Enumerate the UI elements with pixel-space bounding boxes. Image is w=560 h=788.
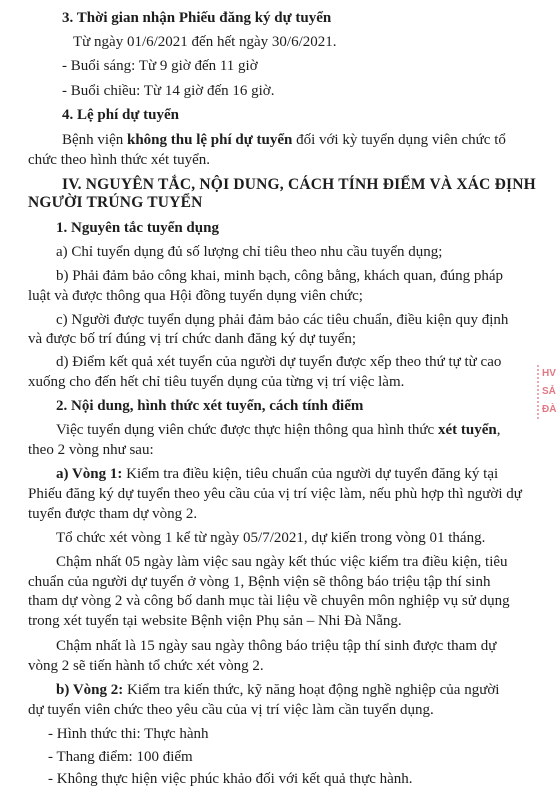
deadline-paragraph-line-1: Chậm nhất 05 ngày làm việc sau ngày kết thúc việc kiểm tra điều kiện, tiêu — [56, 554, 508, 570]
subsection-1-heading: 1. Nguyên tắc tuyển dụng — [56, 220, 219, 236]
principle-b-line-1: b) Phải đảm bảo công khai, minh bạch, công bằng, khách quan, đúng pháp — [56, 268, 503, 284]
round-1-organization: Tổ chức xét vòng 1 kể từ ngày 05/7/2021, dự kiến trong vòng 01 tháng. — [56, 530, 486, 546]
recruitment-intro-line-2: theo 2 vòng như sau: — [28, 442, 154, 458]
principle-d-line-2: xuống cho đến hết chỉ tiêu tuyển dụng của từng vị trí việc làm. — [28, 374, 405, 390]
intro-text-post: , — [496, 422, 501, 438]
round-2-line-2: dự tuyển viên chức theo yêu cầu của vị trí việc làm cần tuyển dụng. — [28, 702, 434, 718]
subsection-2-heading: 2. Nội dung, hình thức xét tuyển, cách tính điểm — [56, 398, 364, 414]
round-1-line-1 — [56, 465, 498, 483]
section-3-heading: 3. Thời gian nhận Phiếu đăng ký dự tuyển — [62, 10, 332, 26]
principle-c-line-1: c) Người được tuyển dụng phải đảm bảo các tiêu chuẩn, điều kiện quy định — [56, 312, 509, 328]
round-2-schedule-line-1: Chậm nhất là 15 ngày sau ngày thông báo triệu tập thí sinh được tham dự — [56, 638, 497, 654]
intro-text-bold: xét tuyển — [437, 422, 497, 438]
fee-text-pre: Bệnh viện — [62, 132, 127, 148]
stamp-text-3: ĐÀ — [542, 404, 557, 415]
fee-paragraph-line-1 — [62, 131, 506, 149]
round-2-schedule-line-2: vòng 2 sẽ tiến hành tổ chức xét vòng 2. — [28, 658, 264, 674]
intro-text-pre: Việc tuyển dụng viên chức được thực hiện thông qua hình thức — [56, 422, 438, 438]
round-1-line-3: tuyển được tham dự vòng 2. — [28, 506, 198, 522]
stamp-text-2: SẢ — [542, 386, 556, 397]
morning-hours: - Buổi sáng: Từ 9 giờ đến 11 giờ — [62, 58, 258, 74]
round-1-text: Kiểm tra điều kiện, tiêu chuẩn của người dự tuyển đăng ký tại — [122, 466, 499, 482]
score-scale: - Thang điểm: 100 điểm — [48, 749, 193, 765]
fee-text-bold: không thu lệ phí dự tuyển — [127, 132, 293, 148]
exam-form: - Hình thức thi: Thực hành — [48, 726, 209, 742]
recruitment-intro-line-1 — [56, 421, 500, 439]
round-2-label: b) Vòng 2: — [56, 682, 124, 698]
section-iv-heading-line-2: NGƯỜI TRÚNG TUYỂN — [28, 194, 203, 211]
principle-d-line-1: d) Điểm kết quả xét tuyển của người dự tuyển được xếp theo thứ tự từ cao — [56, 354, 502, 370]
principle-a: a) Chỉ tuyển dụng đủ số lượng chỉ tiêu theo nhu cầu tuyển dụng; — [56, 244, 443, 260]
round-1-label: a) Vòng 1: — [56, 466, 123, 482]
principle-b-line-2: luật và được thông qua Hội đồng tuyển dụng viên chức; — [28, 288, 363, 304]
deadline-paragraph-line-2: chuẩn của người dự tuyển ở vòng 1, Bệnh viện sẽ thông báo triệu tập thí sinh — [28, 574, 491, 590]
round-2-text: Kiểm tra kiến thức, kỹ năng hoạt động nghề nghiệp của người — [123, 682, 500, 698]
stamp-text-1: HV — [542, 368, 556, 379]
red-stamp-seal — [537, 365, 560, 419]
fee-text-post: đối với kỳ tuyển dụng viên chức tổ — [292, 132, 506, 148]
section-4-heading: 4. Lệ phí dự tuyển — [62, 107, 179, 123]
round-1-line-2: Phiếu đăng ký dự tuyển theo yêu cầu của vị trí việc làm, nếu phù hợp thì người dự — [28, 486, 522, 502]
fee-paragraph-line-2: chức theo hình thức xét tuyển. — [28, 152, 211, 168]
deadline-paragraph-line-4: trong xét tuyển tại website Bệnh viện Phụ sản – Nhi Đà Nẵng. — [28, 613, 402, 629]
section-iv-heading-line-1: IV. NGUYÊN TẮC, NỘI DUNG, CÁCH TÍNH ĐIỂM VÀ XÁC ĐỊNH — [62, 176, 536, 193]
deadline-paragraph-line-3: tham dự vòng 2 và công bố danh mục tài liệu về chuyên môn nghiệp vụ sử dụng — [28, 593, 510, 609]
afternoon-hours: - Buổi chiều: Từ 14 giờ đến 16 giờ. — [62, 83, 275, 99]
principle-c-line-2: và được bố trí đúng vị trí chức danh đăng ký dự tuyển; — [28, 331, 357, 347]
round-2-line-1 — [56, 681, 499, 699]
submission-period: Từ ngày 01/6/2021 đến hết ngày 30/6/2021. — [73, 34, 337, 50]
no-review-note: - Không thực hiện việc phúc khảo đối với kết quả thực hành. — [48, 771, 413, 787]
